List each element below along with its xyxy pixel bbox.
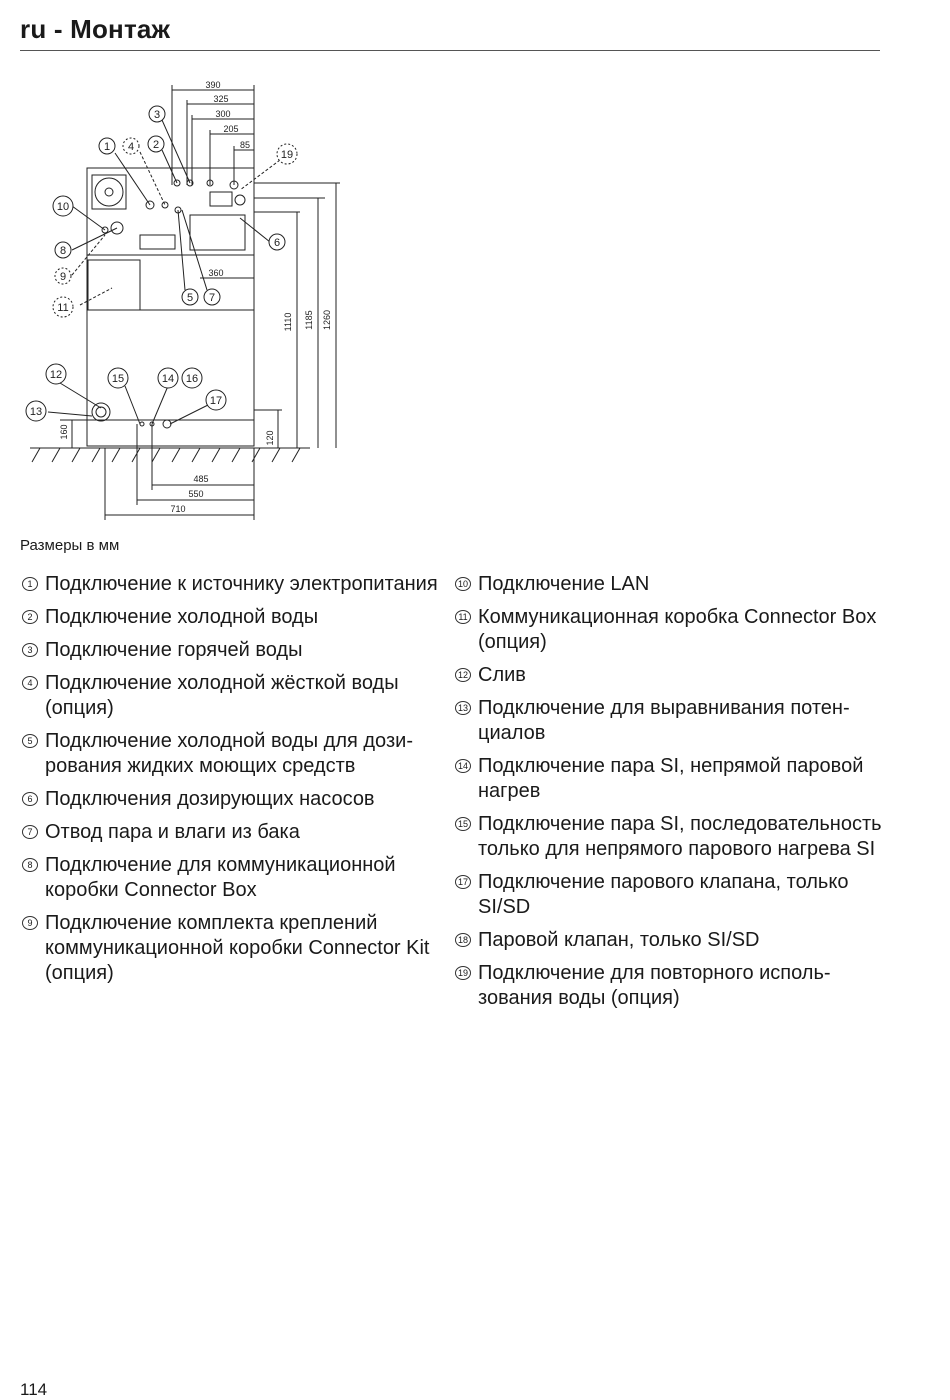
- legend-item: [22, 911, 452, 986]
- legend-text: Подключение для повторного использования воды (опция): [478, 962, 831, 1009]
- legend-text: Подключение пара SI, последовательность только для непрямого парового нагрева SI: [478, 813, 882, 860]
- legend-item: [455, 572, 885, 597]
- legend-num: 17: [455, 875, 471, 889]
- callout-13: 13: [29, 406, 43, 418]
- legend-num: 19: [455, 966, 471, 980]
- legend-num: 2: [22, 610, 38, 624]
- legend-item: [22, 853, 452, 903]
- legend-item: [455, 754, 885, 804]
- callout-1: 1: [103, 141, 111, 153]
- legend-item: [22, 820, 452, 845]
- callout-3: 3: [153, 109, 161, 121]
- legend-text: Подключение холодной жёсткой воды (опция): [45, 672, 399, 719]
- dim-360: 360: [208, 268, 224, 278]
- page-number: 114: [20, 1380, 48, 1399]
- callout-4: 4: [127, 141, 135, 153]
- dim-550: 550: [188, 489, 204, 499]
- callout-15: 15: [111, 373, 125, 385]
- legend-text: Отвод пара и влаги из бака: [45, 821, 300, 843]
- legend-text: Подключение для коммуникационной коробки Connector Box: [45, 854, 396, 901]
- legend-text: Подключение для выравнивания потенциалов: [478, 697, 850, 744]
- legend-item: [455, 961, 885, 1011]
- dim-160: 160: [59, 424, 69, 440]
- legend-num: 13: [455, 701, 471, 715]
- legend-num: 9: [22, 916, 38, 930]
- legend-item: [455, 870, 885, 920]
- legend-num: 1: [22, 577, 38, 591]
- legend-num: 15: [455, 817, 471, 831]
- legend-text: Подключение холодной воды: [45, 606, 319, 628]
- dim-1185: 1185: [304, 310, 314, 330]
- legend-text: Коммуникационная коробка Connector Box (опция): [478, 606, 877, 653]
- dim-1110: 1110: [283, 312, 293, 332]
- legend-num: 6: [22, 792, 38, 806]
- dim-1260: 1260: [322, 309, 332, 331]
- legend-num: 12: [455, 668, 471, 682]
- legend-num: 7: [22, 825, 38, 839]
- legend-num: 5: [22, 734, 38, 748]
- dim-85: 85: [239, 140, 251, 150]
- callout-17: 17: [209, 395, 223, 407]
- legend-item: [22, 671, 452, 721]
- callout-11: 11: [57, 302, 69, 314]
- legend-num: 14: [455, 759, 471, 773]
- legend-item: [455, 696, 885, 746]
- dim-390: 390: [205, 80, 221, 90]
- callout-6: 6: [273, 237, 281, 249]
- legend-item: [455, 812, 885, 862]
- callout-16: 16: [185, 373, 199, 385]
- diagram-caption: Размеры в мм: [20, 537, 120, 554]
- callout-2: 2: [152, 139, 160, 151]
- legend-num: 11: [455, 610, 471, 624]
- legend-text: Подключение горячей воды: [45, 639, 303, 661]
- legend-item: [455, 663, 885, 688]
- callout-8: 8: [59, 245, 67, 257]
- callout-9: 9: [59, 271, 67, 283]
- dim-710: 710: [170, 504, 186, 514]
- legend-text: Подключение комплекта креплений коммуникационной коробки Connector Kit (опция): [45, 912, 430, 984]
- callout-7: 7: [208, 292, 216, 304]
- callout-12: 12: [49, 369, 63, 381]
- legend-item: [22, 638, 452, 663]
- legend-text: Паровой клапан, только SI/SD: [478, 929, 760, 951]
- callout-10: 10: [56, 201, 70, 213]
- callout-14: 14: [161, 373, 175, 385]
- legend-num: 18: [455, 933, 471, 947]
- dim-325: 325: [213, 94, 229, 104]
- legend-num: 4: [22, 676, 38, 690]
- legend-num: 3: [22, 643, 38, 657]
- dim-120: 120: [265, 430, 275, 446]
- legend-item: [22, 729, 452, 779]
- installation-dimension-drawing: [20, 75, 350, 525]
- legend-text: Подключение к источнику электропитания: [45, 573, 438, 595]
- legend-num: 8: [22, 858, 38, 872]
- legend-text: Подключения дозирующих насосов: [45, 788, 375, 810]
- legend-item: [22, 605, 452, 630]
- page-header-title: ru - Монтаж: [20, 14, 171, 44]
- header-divider: [20, 50, 880, 51]
- legend-text: Подключение парового клапана, только SI/SD: [478, 871, 849, 918]
- callout-5: 5: [186, 292, 194, 304]
- legend-item: [455, 605, 885, 655]
- legend-item: [22, 572, 452, 597]
- legend-item: [22, 787, 452, 812]
- callout-19: 19: [280, 149, 294, 161]
- legend-item: [455, 928, 885, 953]
- legend-num: 10: [455, 577, 471, 591]
- dim-205: 205: [223, 124, 239, 134]
- legend-left-column: [22, 572, 452, 994]
- legend-text: Подключение LAN: [478, 573, 650, 595]
- legend-right-column: [455, 572, 885, 1019]
- legend-text: Подключение пара SI, непрямой паровой нагрев: [478, 755, 864, 802]
- dim-485: 485: [193, 474, 209, 484]
- legend-text: Слив: [478, 664, 526, 686]
- legend-text: Подключение холодной воды для дозирования жидких моющих средств: [45, 730, 413, 777]
- dim-300: 300: [215, 109, 231, 119]
